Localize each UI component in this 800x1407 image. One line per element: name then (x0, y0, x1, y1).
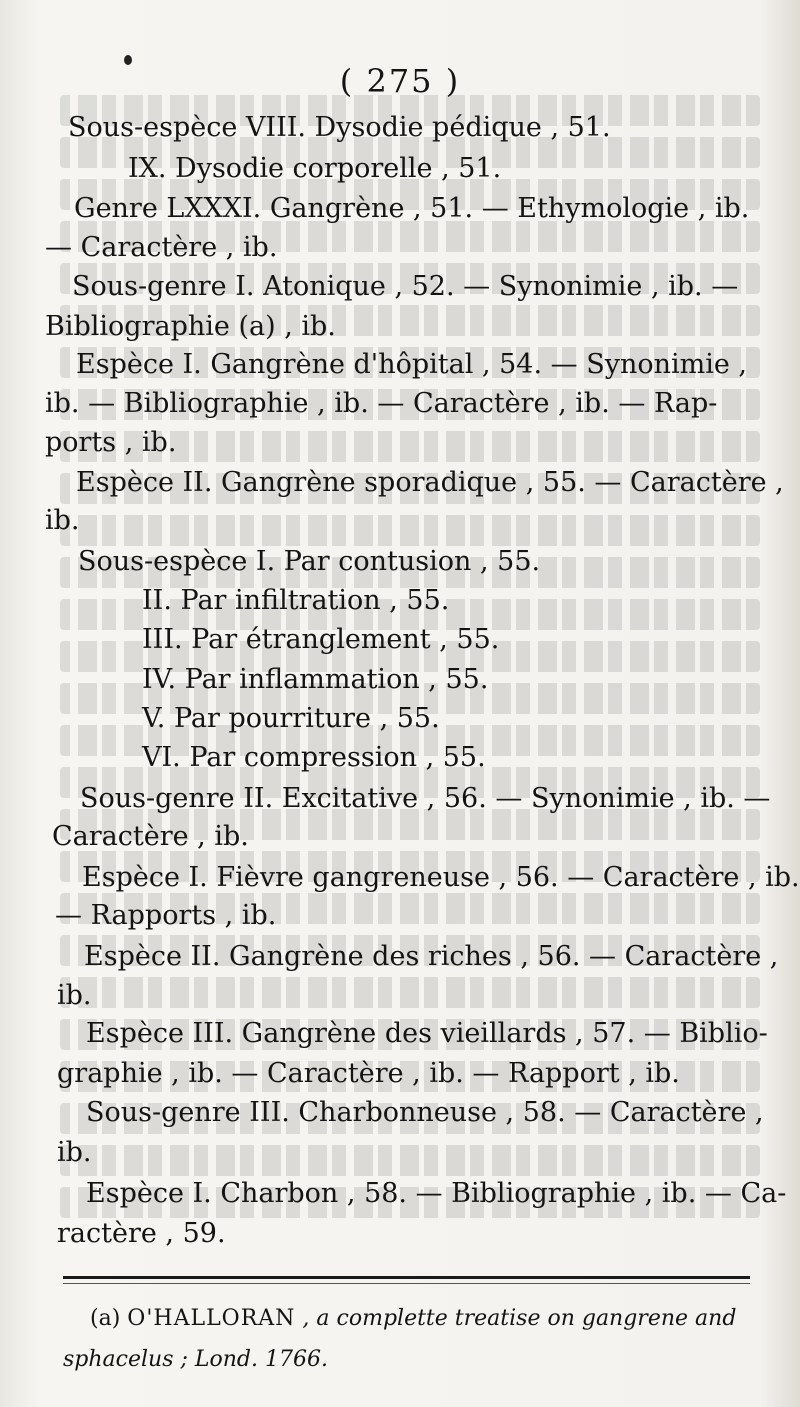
text-line: Espèce I. Gangrène d'hôpital , 54. — Synonimie , (76, 349, 748, 380)
text-line: Sous-genre I. Atonique , 52. — Synonimie , ib. — (72, 271, 739, 302)
footnote-line-2: sphacelus ; Lond. 1766. (63, 1347, 328, 1372)
text-line: Sous-espèce I. Par contusion , 55. (78, 546, 541, 577)
text-line: ib. (57, 1137, 92, 1168)
text-line: graphie , ib. — Caractère , ib. — Rapport , ib. (57, 1058, 680, 1089)
text-line: Bibliographie (a) , ib. (45, 311, 336, 342)
text-line: Espèce I. Charbon , 58. — Bibliographie , ib. — Ca- (86, 1178, 787, 1209)
text-line: ractère , 59. (57, 1218, 226, 1249)
text-line: V. Par pourriture , 55. (142, 703, 440, 734)
text-line: Sous-espèce VIII. Dysodie pédique , 51. (68, 112, 611, 143)
footnote-marker: (a) (90, 1306, 121, 1331)
footnote-title: , a complette treatise on gangrene and (302, 1306, 737, 1331)
text-line: Genre LXXXI. Gangrène , 51. — Ethymologie , ib. (74, 193, 750, 224)
footnote-rule-thin (63, 1283, 750, 1284)
footnote-rule (63, 1276, 750, 1279)
text-line: Espèce II. Gangrène sporadique , 55. — Caractère , (76, 467, 784, 498)
text-line: Sous-genre III. Charbonneuse , 58. — Caractère , (86, 1097, 764, 1128)
text-line: ports , ib. (45, 427, 177, 458)
text-line: ib. — Bibliographie , ib. — Caractère , ib. — Rap- (45, 388, 718, 419)
text-line: Espèce III. Gangrène des vieillards , 57. — Biblio- (86, 1018, 768, 1049)
text-line: VI. Par compression , 55. (142, 742, 486, 773)
text-line: ib. (57, 980, 92, 1011)
page-number: ( 275 ) (339, 62, 461, 100)
text-line: — Rapports , ib. (55, 900, 277, 931)
text-line: IX. Dysodie corporelle , 51. (128, 153, 502, 184)
text-line: — Caractère , ib. (45, 232, 278, 263)
text-line: Espèce II. Gangrène des riches , 56. — Caractère , (84, 941, 779, 972)
text-line: II. Par infiltration , 55. (142, 585, 450, 616)
footnote-line-1 (90, 1305, 736, 1333)
text-line: Espèce I. Fièvre gangreneuse , 56. — Caractère , ib. (82, 862, 800, 893)
text-line: ib. (45, 505, 80, 536)
text-line: IV. Par inflammation , 55. (142, 664, 489, 695)
footnote-author: O'HALLORAN (127, 1306, 296, 1331)
text-line: III. Par étranglement , 55. (142, 624, 500, 655)
text-line: Caractère , ib. (52, 821, 249, 852)
text-line: Sous-genre II. Excitative , 56. — Synonimie , ib. — (80, 783, 771, 814)
